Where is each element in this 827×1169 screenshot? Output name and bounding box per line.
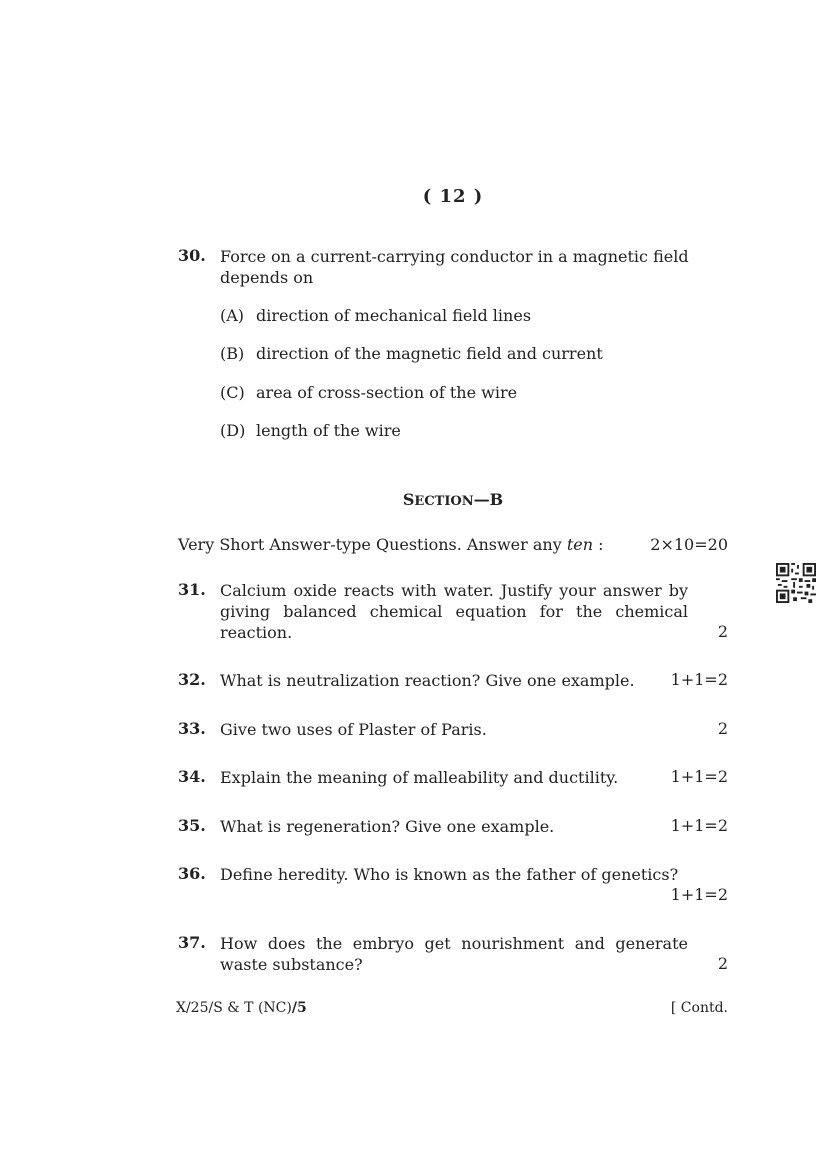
question-31-marks: 2 (717, 622, 728, 641)
question-32-line1: What is neutralization reaction? Give one example. (220, 671, 635, 690)
question-32-marks: 1+1=2 (670, 670, 728, 689)
paper-code-prefix: X/25/S & T (NC) (176, 1000, 292, 1016)
section-marks: 2×10=20 (650, 535, 728, 554)
question-37-line1: How does the embryo get nourishment and generate (220, 934, 688, 953)
option-b-text: direction of the magnetic field and current (256, 344, 603, 363)
section-title-suffix: —B (473, 490, 504, 509)
question-35-line1: What is regeneration? Give one example. (220, 817, 555, 836)
paper-code-suffix: /5 (291, 1000, 307, 1016)
question-33-line1: Give two uses of Plaster of Paris. (220, 720, 487, 739)
question-number-33: 33. (178, 719, 206, 738)
instruction-colon: : (593, 535, 604, 554)
question-number-36: 36. (178, 864, 206, 883)
question-31-line1: Calcium oxide reacts with water. Justify your answer by (220, 581, 688, 600)
question-30-text-line1: Force on a current-carrying conductor in a magnetic field (220, 247, 689, 266)
option-c-text: area of cross-section of the wire (256, 383, 518, 402)
page-number: ( 12 ) (422, 186, 484, 207)
instruction-emphasis: ten (566, 535, 594, 554)
option-d-text: length of the wire (256, 421, 401, 440)
section-title-small: ECTION (414, 494, 474, 509)
question-number-35: 35. (178, 816, 206, 835)
question-34-marks: 1+1=2 (670, 767, 728, 786)
option-c-label: (C) (220, 383, 245, 402)
question-34-line1: Explain the meaning of malleability and ductility. (220, 768, 619, 787)
question-35-marks: 1+1=2 (670, 816, 728, 835)
continued-label: [ Contd. (670, 1000, 728, 1016)
question-number-37: 37. (178, 933, 206, 952)
section-instruction (178, 535, 604, 554)
question-37-marks: 2 (717, 954, 728, 973)
question-number-30: 30. (178, 246, 206, 265)
question-30-text-line2: depends on (220, 268, 314, 287)
section-title (0, 490, 827, 509)
qr-code-icon (776, 563, 816, 603)
question-33-marks: 2 (717, 719, 728, 738)
option-a-label: (A) (220, 306, 245, 325)
section-title-prefix: S (402, 490, 415, 509)
question-number-34: 34. (178, 767, 206, 786)
instruction-main: Very Short Answer-type Questions. Answer any (178, 535, 567, 554)
question-36-marks: 1+1=2 (670, 885, 728, 904)
question-36-line1: Define heredity. Who is known as the father of genetics? (220, 865, 679, 884)
question-31-line3: reaction. (220, 623, 293, 642)
option-d-label: (D) (220, 421, 246, 440)
question-31-line2: giving balanced chemical equation for the chemical (220, 602, 688, 621)
question-number-31: 31. (178, 580, 206, 599)
option-b-label: (B) (220, 344, 245, 363)
option-a-text: direction of mechanical field lines (256, 306, 532, 325)
question-number-32: 32. (178, 670, 206, 689)
question-37-line2: waste substance? (220, 955, 363, 974)
paper-code (176, 1000, 307, 1016)
